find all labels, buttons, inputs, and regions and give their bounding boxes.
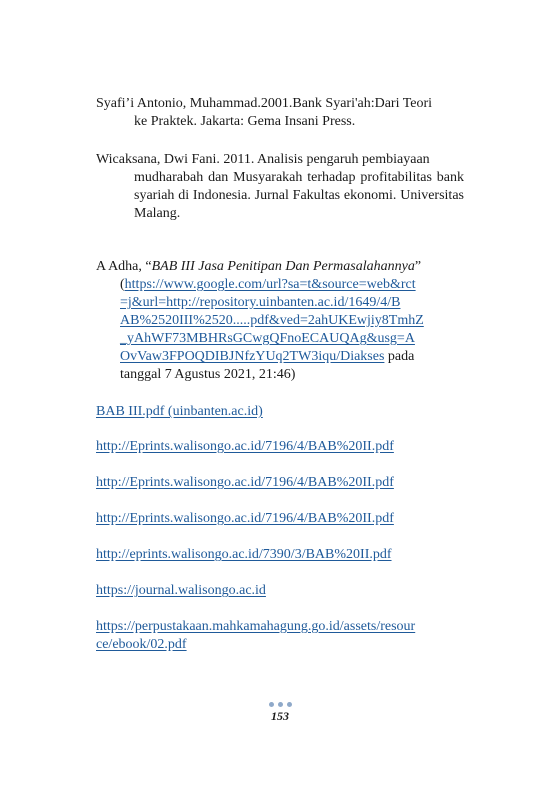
eprints-link[interactable]: http://Eprints.walisongo.ac.id/7196/4/BAB%20II.pdf — [96, 475, 394, 490]
eprints-link[interactable]: http://eprints.walisongo.ac.id/7390/3/BAB%20II.pdf — [96, 547, 392, 562]
link-item — [96, 403, 466, 421]
url-line: ce/ebook/02.pdf — [96, 637, 187, 652]
journal-link[interactable]: https://journal.walisongo.ac.id — [96, 583, 266, 598]
reference-continuation: ke Praktek. Jakarta: Gema Insani Press. — [134, 114, 356, 129]
dot-icon — [287, 702, 292, 707]
eprints-link[interactable]: http://Eprints.walisongo.ac.id/7196/4/BAB%20II.pdf — [96, 511, 394, 526]
link-item — [96, 474, 466, 492]
link-item — [96, 546, 466, 564]
reference-url-block — [96, 276, 464, 384]
access-date: tanggal 7 Agustus 2021, 21:46) — [120, 367, 296, 382]
reference-author: A Adha, “ — [96, 259, 152, 274]
decorative-dots — [0, 702, 560, 707]
uinbanten-pdf-link[interactable]: BAB III.pdf (uinbanten.ac.id) — [96, 404, 263, 419]
reference-first-line: Wicaksana, Dwi Fani. 2011. Analisis pengaruh pembiayaan — [96, 152, 430, 167]
link-item — [96, 510, 466, 528]
page-number: 153 — [271, 709, 289, 723]
closing-quote: ” — [414, 259, 422, 274]
eprints-link[interactable]: http://Eprints.walisongo.ac.id/7196/4/BAB%20II.pdf — [96, 439, 394, 454]
url-line: OvVaw3FPOQDIBJNfzYUq2TW3iqu/Diakses — [120, 349, 385, 364]
url-line: https://perpustakaan.mahkamahagung.go.id/assets/resour — [96, 619, 416, 634]
mahkamah-agung-link[interactable] — [96, 619, 415, 652]
link-item — [96, 438, 466, 456]
reference-continuation: mudharabah dan Musyarakah terhadap profitabilitas bank syariah di Indonesia. Jurnal Fakultas ekonomi. Universitas Malang. — [134, 170, 464, 221]
page-footer — [0, 702, 560, 724]
url-line: _yAhWF73MBHRsGCwgQFnoECAUQAg&usg=A — [120, 331, 415, 346]
open-paren: ( — [120, 277, 125, 292]
reference-entry — [96, 151, 464, 223]
google-url-link[interactable] — [120, 277, 424, 364]
link-item — [96, 582, 466, 600]
url-line: =j&url=http://repository.uinbanten.ac.id/1649/4/B — [120, 295, 401, 310]
dot-icon — [278, 702, 283, 707]
url-line: https://www.google.com/url?sa=t&source=web&rct — [124, 277, 416, 292]
url-line: AB%2520III%2520.....pdf&ved=2ahUKEwjiy8TmhZ — [120, 313, 424, 328]
reference-first-line — [96, 258, 464, 276]
reference-entry-adha — [96, 258, 464, 384]
reference-entry — [96, 95, 464, 131]
dot-icon — [269, 702, 274, 707]
reference-title: BAB III Jasa Penitipan Dan Permasalahannya — [151, 259, 415, 274]
reference-suffix: pada — [384, 349, 415, 364]
link-item — [96, 618, 466, 654]
reference-first-line: Syafi’i Antonio, Muhammad.2001.Bank Syari'ah:Dari Teori — [96, 96, 433, 111]
